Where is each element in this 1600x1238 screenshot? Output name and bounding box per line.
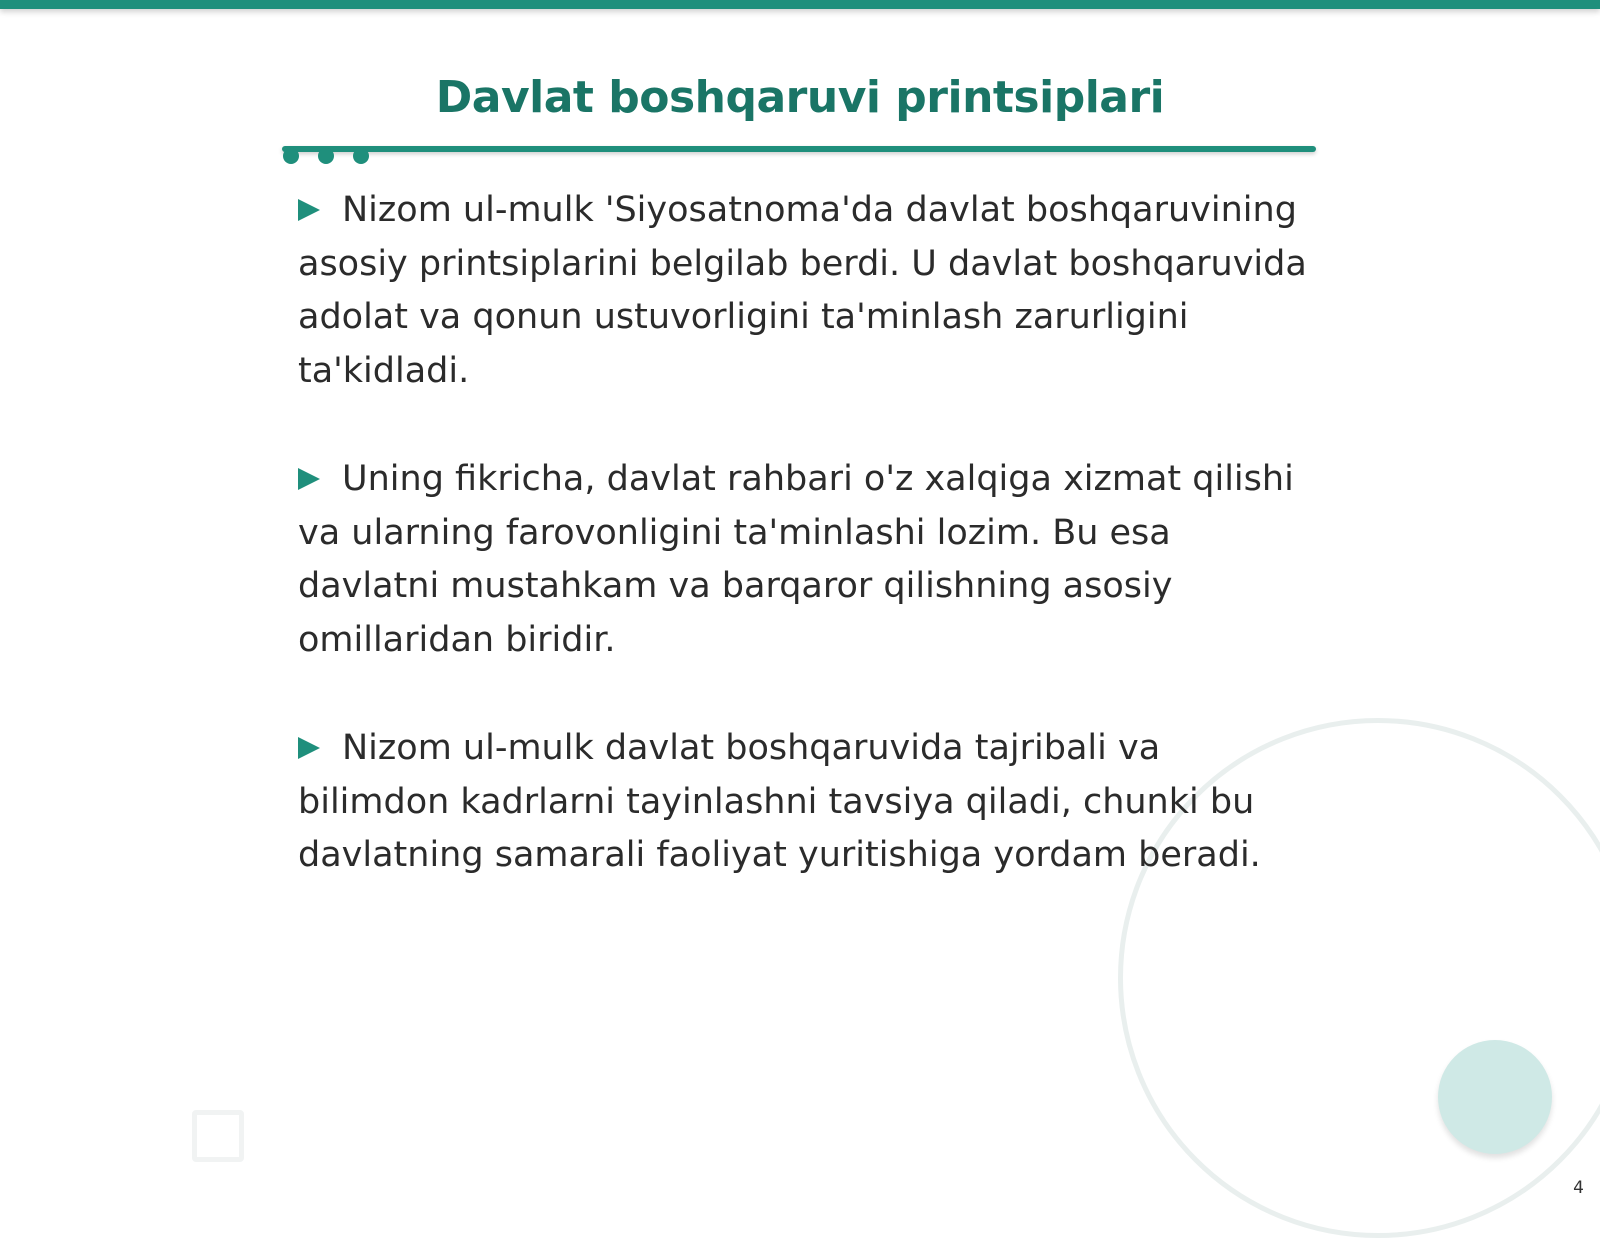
top-accent-bar — [0, 0, 1600, 9]
underline-dot — [318, 148, 334, 164]
underline-dot — [353, 148, 369, 164]
bullet-text: Nizom ul-mulk 'Siyosatnoma'da davlat boshqaruvining asosiy printsiplarini belgilab berdi. U davlat boshqaruvida adolat va qonun ustuvorligini ta'minlash zarurligini ta'kidladi. — [298, 190, 1307, 391]
underline-dot — [283, 148, 299, 164]
page-number: 4 — [1573, 1178, 1584, 1198]
bullet-item — [298, 184, 1308, 398]
title-underline — [282, 146, 1316, 152]
triangle-right-icon — [298, 737, 320, 759]
decorative-square — [192, 1110, 244, 1162]
decorative-disc — [1438, 1040, 1552, 1154]
triangle-right-icon — [298, 468, 320, 490]
bullet-item — [298, 453, 1308, 667]
bullet-list — [298, 184, 1308, 938]
slide-title: Davlat boshqaruvi printsiplari — [435, 72, 1165, 123]
triangle-right-icon — [298, 199, 320, 221]
bullet-text: Uning fikricha, davlat rahbari o'z xalqiga xizmat qilishi va ularning farovonligini ta'minlashi lozim. Bu esa davlatni mustahkam va barqaror qilishning asosiy omillaridan biridir. — [298, 459, 1294, 660]
bullet-item — [298, 722, 1308, 883]
bullet-text: Nizom ul-mulk davlat boshqaruvida tajribali va bilimdon kadrlarni tayinlashni tavsiya qiladi, chunki bu davlatning samarali faoliyat yuritishiga yordam beradi. — [298, 728, 1261, 875]
